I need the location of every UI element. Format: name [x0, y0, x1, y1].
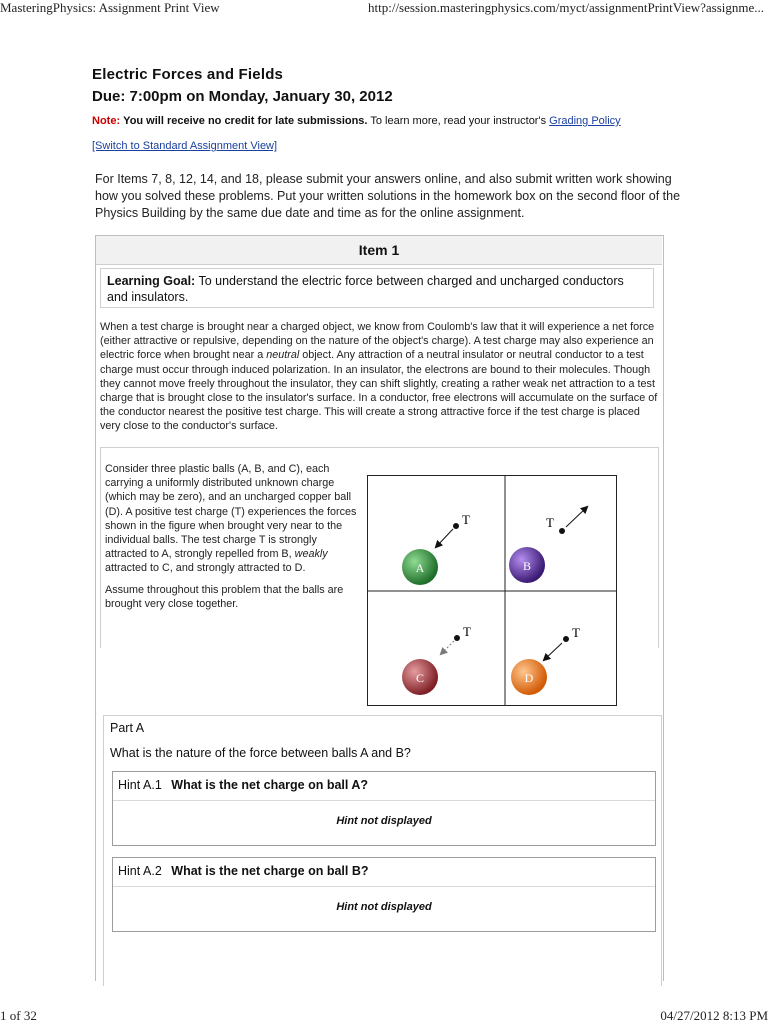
scenario-part-a: Consider three plastic balls (A, B, and C), each carrying a uniformly distributed unknown charge (which may be zero), and an uncharged copper ball (D). A positive test charge (T) experiences the forces shown in the figure when brought very near to the individual balls. The test charge T is strongly attracted to A, strongly repelled from B, [105, 463, 357, 561]
scenario-italic: weakly [294, 548, 328, 561]
force-arrow-d [544, 643, 562, 660]
hint-divider [113, 886, 655, 887]
grading-policy-link[interactable]: Grading Policy [549, 115, 621, 127]
ball-d-label: D [524, 671, 534, 685]
test-charge-dot-b [559, 528, 565, 534]
assignment-title: Electric Forces and Fields [92, 66, 284, 83]
part-question: What is the nature of the force between balls A and B? [110, 746, 411, 760]
part-label: Part A [110, 721, 145, 735]
due-date: Due: 7:00pm on Monday, January 30, 2012 [92, 88, 393, 105]
url-header: http://session.masteringphysics.com/myct/assignmentPrintView?assignme... [368, 0, 765, 15]
test-label-c: T [463, 624, 471, 639]
scenario-text [105, 462, 357, 618]
figure-svg [368, 476, 616, 705]
hint-status: Hint not displayed [336, 901, 432, 913]
note-rest: To learn more, read your instructor's [370, 115, 547, 127]
force-arrow-b [566, 507, 587, 527]
force-arrow-c [441, 641, 454, 654]
test-charge-dot-a [453, 523, 459, 529]
ball-a-label: A [415, 561, 425, 575]
hint-divider [113, 800, 655, 801]
ball-d-panel [511, 625, 580, 695]
page-title-header: MasteringPhysics: Assignment Print View [0, 0, 220, 15]
hint-id: Hint A.2 [118, 864, 162, 878]
assume-text: Assume throughout this problem that the balls are brought very close together. [105, 583, 344, 610]
hint-a2[interactable] [112, 857, 656, 932]
force-arrow-a [436, 529, 453, 547]
note-bold: You will receive no credit for late submissions. [123, 115, 368, 127]
para-part-b: object. Any attraction of a neutral insulator or neutral conductor to a test charge must occur through induced polarization. In an insulator, the electrons are bound to their molecules. Though they cannot move freely throughout the insulator, they can shift slightly, creating a rather weak net attraction to a test charge that is brought close to the insulator's surface. In a conductor, free electrons will accumulate on the surface of the conductor nearest the positive test charge. This will create a strong attractive force if the test charge is placed very close to the conductor's surface. [100, 349, 658, 433]
test-label-d: T [572, 625, 580, 640]
learning-goal [100, 268, 654, 308]
force-figure [367, 475, 617, 706]
ball-a-panel [402, 512, 470, 585]
intro-text: For Items 7, 8, 12, 14, and 18, please submit your answers online, and also submit written work showing how you solved these problems. Put your written solutions in the homework box on the second floor of the Physics Building by the same due date and time as for the online assignment. [95, 172, 681, 220]
para-part-a: When a test charge is brought near a charged object, we know from Coulomb's law that it will experience a net force (either attractive or repulsive, depending on the nature of the object's charge). A test charge may also experience an electric force when brought near a [100, 321, 655, 362]
ball-b-label: B [522, 559, 532, 573]
hint-a1[interactable] [112, 771, 656, 846]
test-charge-dot-c [454, 635, 460, 641]
intro-paragraph [100, 320, 660, 434]
test-charge-dot-d [563, 636, 569, 642]
ball-c-label: C [415, 671, 425, 685]
goal-label: Learning Goal: [107, 274, 196, 288]
para-italic: neutral [266, 349, 300, 362]
print-timestamp: 04/27/2012 8:13 PM [660, 1008, 768, 1023]
hint-title: What is the net charge on ball B? [171, 864, 369, 878]
goal-text: To understand the electric force between charged and uncharged conductors and insulators. [107, 274, 624, 304]
note-label: Note: [92, 115, 121, 127]
scenario-part-b: attracted to C, and strongly attracted to D. [105, 562, 306, 575]
ball-b-panel [509, 507, 587, 583]
late-note [92, 115, 621, 127]
page-count: 1 of 32 [0, 1008, 37, 1023]
hint-id: Hint A.1 [118, 778, 162, 792]
hint-status: Hint not displayed [336, 815, 432, 827]
ball-c-panel [402, 624, 471, 695]
item-heading: Item 1 [96, 236, 662, 265]
switch-view-link[interactable]: [Switch to Standard Assignment View] [92, 140, 278, 152]
hint-title: What is the net charge on ball A? [171, 778, 369, 792]
test-label-b: T [546, 515, 554, 530]
test-label-a: T [462, 512, 470, 527]
